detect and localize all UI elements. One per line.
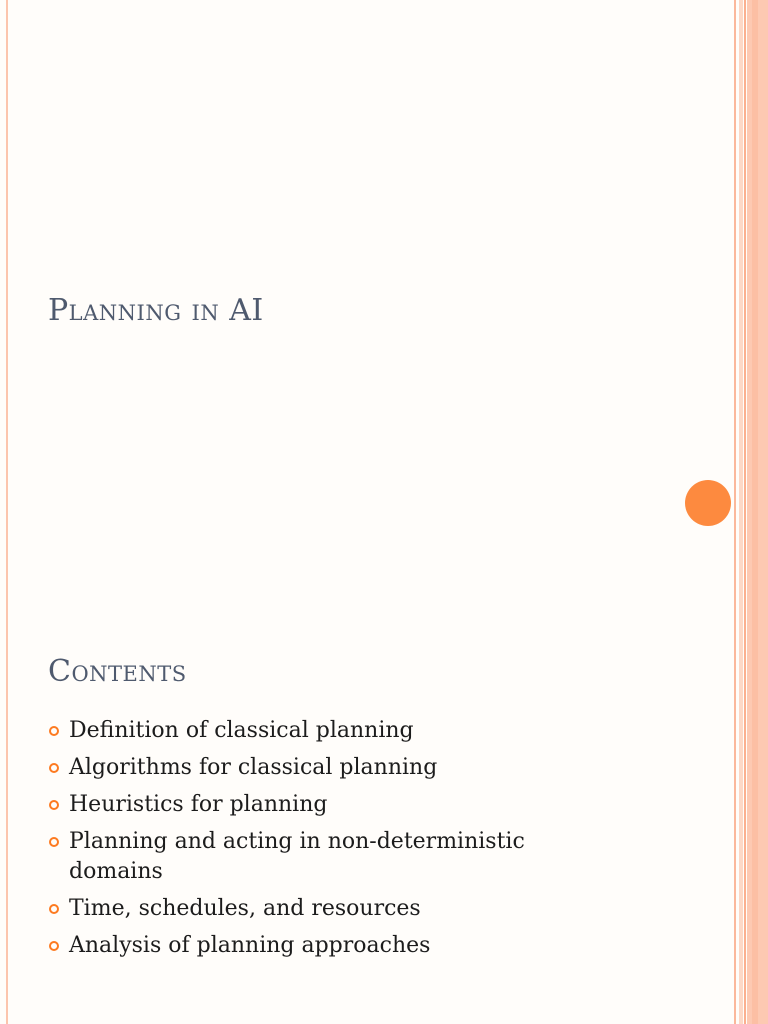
list-item <box>48 827 588 887</box>
list-item <box>48 894 588 924</box>
ring-bullet-icon <box>49 726 59 736</box>
orange-circle-marker <box>685 480 731 526</box>
list-item-label: Definition of classical planning <box>69 718 414 743</box>
ring-bullet-icon <box>49 904 59 914</box>
list-item-label: Algorithms for classical planning <box>69 755 438 780</box>
contents-heading: Contents <box>48 654 187 689</box>
contents-slide <box>0 640 768 1024</box>
list-item <box>48 716 588 746</box>
list-item <box>48 753 588 783</box>
ring-bullet-icon <box>49 837 59 847</box>
list-item <box>48 790 588 820</box>
left-border-line <box>6 0 8 640</box>
list-item-label: Heuristics for planning <box>69 792 328 817</box>
list-item-label: Time, schedules, and resources <box>69 896 421 921</box>
ring-bullet-icon <box>49 941 59 951</box>
left-border-line <box>6 640 8 1024</box>
ring-bullet-icon <box>49 800 59 810</box>
ring-bullet-icon <box>49 763 59 773</box>
list-item-label: Analysis of planning approaches <box>69 933 431 958</box>
contents-list <box>48 716 588 968</box>
slide-title: Planning in AI <box>48 293 264 328</box>
list-item <box>48 931 588 961</box>
list-item-label: Planning and acting in non-deterministic domains <box>69 829 525 884</box>
